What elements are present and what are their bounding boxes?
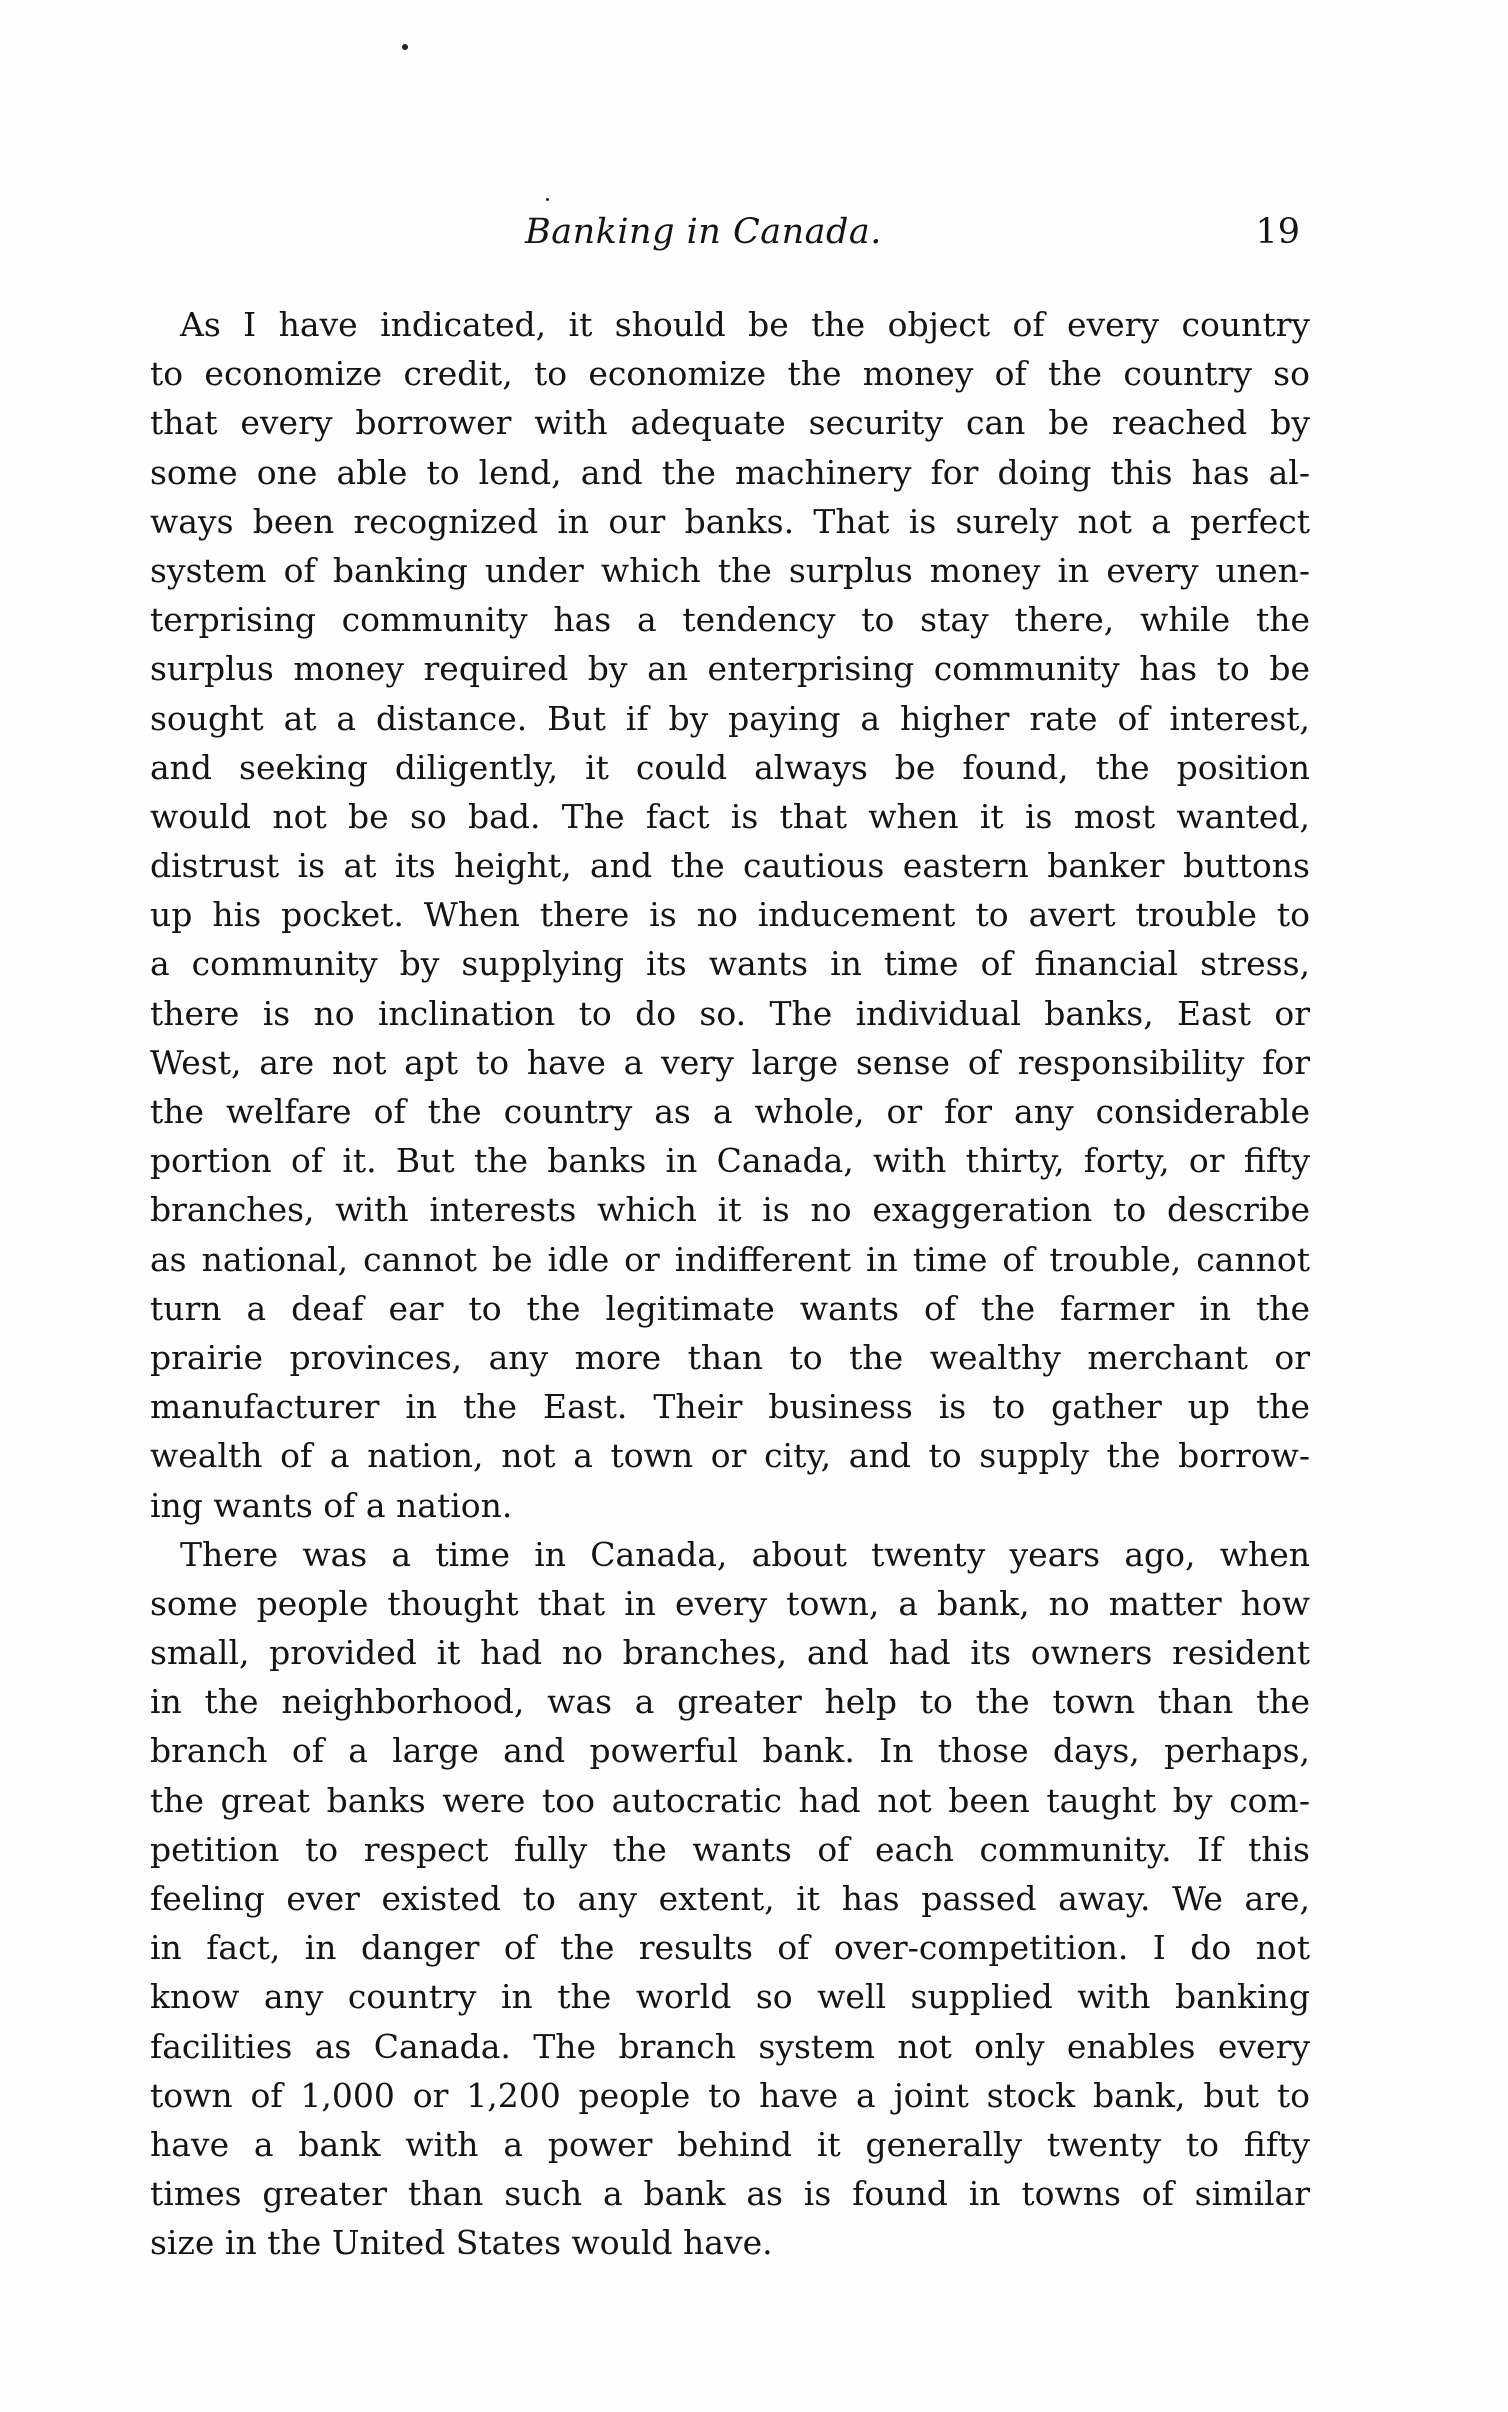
text-line: to economize credit, to economize the money of the country so (150, 354, 1310, 394)
text-line: surplus money required by an enterprising community has to be (150, 649, 1310, 689)
text-line: There was a time in Canada, about twenty years ago, when (180, 1534, 1310, 1574)
text-line: have a bank with a power behind it generally twenty to fifty (150, 2124, 1310, 2164)
text-line: know any country in the world so well supplied with banking (150, 1977, 1310, 2017)
text-line: there is no inclination to do so. The individual banks, East or (150, 993, 1310, 1033)
text-line: up his pocket. When there is no inducement to avert trouble to (150, 895, 1310, 935)
text-line: distrust is at its height, and the cautious eastern banker buttons (150, 846, 1310, 886)
text-line: feeling ever existed to any extent, it has passed away. We are, (150, 1879, 1310, 1918)
text-line: in the neighborhood, was a greater help to the town than the (150, 1682, 1310, 1722)
ink-speck (546, 198, 549, 201)
text-line: and seeking diligently, it could always be found, the position (150, 747, 1310, 787)
text-line: some people thought that in every town, a bank, no matter how (150, 1583, 1310, 1623)
text-line: that every borrower with adequate security can be reached by (150, 403, 1310, 443)
text-line: portion of it. But the banks in Canada, with thirty, forty, or fifty (150, 1141, 1310, 1181)
text-line: manufacturer in the East. Their business is to gather up the (150, 1387, 1310, 1427)
text-line: branch of a large and powerful bank. In those days, perhaps, (150, 1731, 1310, 1771)
paragraph-2 (150, 1530, 1310, 2268)
text-line: wealth of a nation, not a town or city, and to supply the borrow- (150, 1436, 1310, 1476)
text-line: branches, with interests which it is no exaggeration to describe (150, 1190, 1310, 1230)
text-line: town of 1,000 or 1,200 people to have a joint stock bank, but to (150, 2075, 1310, 2115)
text-line: turn a deaf ear to the legitimate wants of the farmer in the (150, 1288, 1310, 1328)
text-line: ing wants of a nation. (150, 1485, 513, 1525)
text-line: size in the United States would have. (150, 2223, 773, 2263)
text-line: West, are not apt to have a very large sense of responsibility for (150, 1042, 1310, 1082)
text-line: facilities as Canada. The branch system not only enables every (150, 2026, 1310, 2066)
text-line: times greater than such a bank as is found in towns of similar (150, 2174, 1310, 2214)
text-line: as national, cannot be idle or indifferent in time of trouble, cannot (150, 1239, 1310, 1279)
text-line: petition to respect fully the wants of each community. If this (150, 1829, 1310, 1869)
text-line: a community by supplying its wants in time of financial stress, (150, 944, 1310, 984)
text-line: As I have indicated, it should be the object of every country (180, 305, 1310, 344)
page-number: 19 (1255, 212, 1300, 252)
text-line: ways been recognized in our banks. That is surely not a perfect (150, 501, 1310, 541)
body-text (150, 300, 1310, 2268)
text-line: in fact, in danger of the results of over-competition. I do not (150, 1928, 1310, 1968)
text-line: prairie provinces, any more than to the wealthy merchant or (150, 1337, 1310, 1377)
text-line: terprising community has a tendency to stay there, while the (150, 600, 1310, 640)
ink-speck (402, 44, 408, 50)
text-line: small, provided it had no branches, and had its owners resident (150, 1633, 1310, 1673)
page-header (150, 212, 1310, 262)
running-title: Banking in Canada. (525, 212, 882, 252)
text-line: the welfare of the country as a whole, or for any considerable (150, 1092, 1310, 1131)
text-line: the great banks were too autocratic had not been taught by com- (150, 1780, 1310, 1820)
paragraph-1 (150, 300, 1310, 1530)
text-line: some one able to lend, and the machinery for doing this has al- (150, 452, 1310, 492)
text-line: would not be so bad. The fact is that when it is most wanted, (150, 796, 1310, 836)
text-line: sought at a distance. But if by paying a higher rate of interest, (150, 698, 1310, 738)
text-line: system of banking under which the surplus money in every unen- (150, 550, 1310, 590)
